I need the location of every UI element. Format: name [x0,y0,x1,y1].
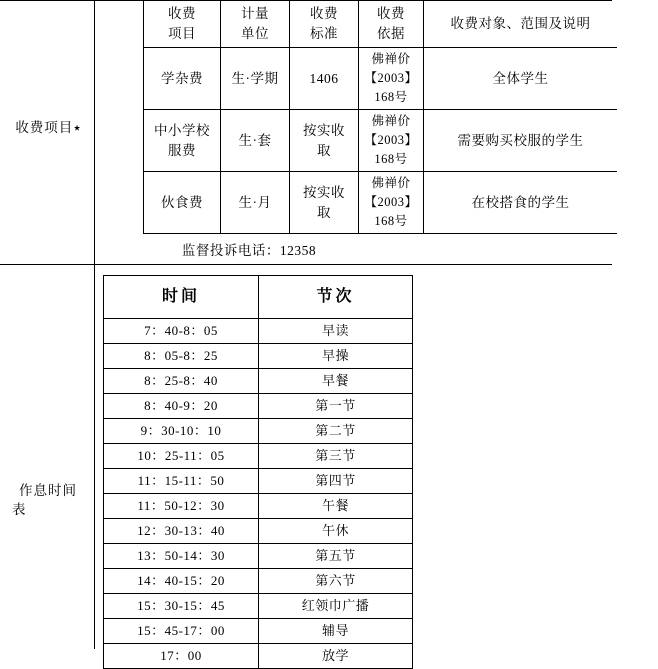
fee-row-standard-line1: 按实收 [303,184,345,200]
fee-row-standard-line1: 按实收 [303,122,345,138]
fee-row-standard-line2: 取 [317,204,331,220]
fee-row-basis-line1: 佛禅价 [371,114,411,128]
fee-header-standard-line2: 标准 [310,26,338,41]
fee-row-unit: 生·套 [221,110,290,172]
schedule-row-time: 15：45-17：00 [104,619,259,644]
fee-row-basis [359,48,424,110]
schedule-row-session: 放学 [259,644,413,669]
schedule-row-time: 14：40-15：20 [104,569,259,594]
table-row [104,619,413,644]
schedule-row-time: 11：50-12：30 [104,494,259,519]
fee-row-scope: 需要购买校服的学生 [424,110,618,172]
table-row [104,319,413,344]
schedule-section-label-line1: 作息时间 [19,483,77,498]
fee-row-scope: 在校搭食的学生 [424,172,618,234]
fee-row-item-line1: 中小学校 [154,122,210,138]
fee-row-basis [359,172,424,234]
schedule-row-session: 第四节 [259,469,413,494]
table-row [104,544,413,569]
complaint-hotline-note: 监督投诉电话：12358 [181,243,317,258]
schedule-row-session: 第三节 [259,444,413,469]
fee-header-unit-line2: 单位 [241,26,269,41]
fee-header-basis-line2: 依据 [377,26,405,41]
fee-row-item: 学杂费 [144,48,221,110]
table-row [104,394,413,419]
fee-header-standard-line1: 收费 [310,6,338,21]
schedule-section-label [4,481,92,519]
fee-row-scope: 全体学生 [424,48,618,110]
schedule-row-time: 12：30-13：40 [104,519,259,544]
table-row [104,444,413,469]
schedule-row-time: 13：50-14：30 [104,544,259,569]
fee-row-basis-line1: 佛禅价 [371,176,411,190]
fee-row-basis-line3: 168号 [374,90,408,104]
table-row [104,419,413,444]
fee-row-basis-line3: 168号 [374,214,408,228]
fee-row-standard [290,110,359,172]
table-row [144,172,618,234]
schedule-row-time: 8：25-8：40 [104,369,259,394]
fee-row-item [144,110,221,172]
label-column-divider [94,0,95,649]
schedule-row-time: 8：05-8：25 [104,344,259,369]
table-row [104,594,413,619]
fee-row-standard-line2: 取 [317,142,331,158]
fee-row-basis-line2: 【2003】 [364,133,418,147]
fee-header-scope: 收费对象、范围及说明 [424,1,618,48]
schedule-section-label-line2: 表 [12,502,27,517]
schedule-header-time: 时间 [104,276,259,319]
fee-row-item-line2: 服费 [168,142,196,158]
schedule-table [103,275,413,669]
fee-table-header-row [144,1,618,48]
fee-row-unit: 生·学期 [221,48,290,110]
table-row [104,644,413,669]
schedule-table-header-row [104,276,413,319]
fee-header-item-line1: 收费 [168,6,196,21]
schedule-header-session: 节次 [259,276,413,319]
schedule-row-session: 早读 [259,319,413,344]
table-row [144,48,618,110]
fee-row-basis-line3: 168号 [374,152,408,166]
fee-row-standard: 1406 [290,48,359,110]
fee-row-item: 伙食费 [144,172,221,234]
schedule-row-session: 早操 [259,344,413,369]
schedule-row-session: 午餐 [259,494,413,519]
fee-table [143,1,617,234]
table-row [144,110,618,172]
schedule-row-time: 15：30-15：45 [104,594,259,619]
fee-row-standard [290,172,359,234]
schedule-row-time: 10：25-11：05 [104,444,259,469]
fee-header-item-line2: 项目 [168,26,196,41]
fee-header-basis-line1: 收费 [377,6,405,21]
schedule-row-session: 午休 [259,519,413,544]
schedule-row-session: 第一节 [259,394,413,419]
table-row [104,494,413,519]
schedule-row-session: 第五节 [259,544,413,569]
fee-row-basis-line2: 【2003】 [364,195,418,209]
schedule-row-session: 第六节 [259,569,413,594]
fee-header-standard [290,1,359,48]
fee-row-basis-line1: 佛禅价 [371,52,411,66]
table-row [104,569,413,594]
table-row [104,469,413,494]
schedule-row-time: 17：00 [104,644,259,669]
fee-row-basis-line2: 【2003】 [364,71,418,85]
schedule-row-time: 9：30-10：10 [104,419,259,444]
fee-header-unit [221,1,290,48]
schedule-row-session: 红领巾广播 [259,594,413,619]
table-row [104,519,413,544]
fee-row-unit: 生·月 [221,172,290,234]
table-row [104,369,413,394]
schedule-row-time: 8：40-9：20 [104,394,259,419]
schedule-row-session: 辅导 [259,619,413,644]
table-row [104,344,413,369]
fee-header-unit-line1: 计量 [241,6,269,21]
fee-header-basis [359,1,424,48]
schedule-row-session: 第二节 [259,419,413,444]
fee-header-item [144,1,221,48]
fee-row-basis [359,110,424,172]
schedule-row-time: 11：15-11：50 [104,469,259,494]
fee-section-label: 收费项目٭ [15,120,81,135]
section-divider [0,264,612,265]
schedule-row-time: 7：40-8：05 [104,319,259,344]
schedule-row-session: 早餐 [259,369,413,394]
